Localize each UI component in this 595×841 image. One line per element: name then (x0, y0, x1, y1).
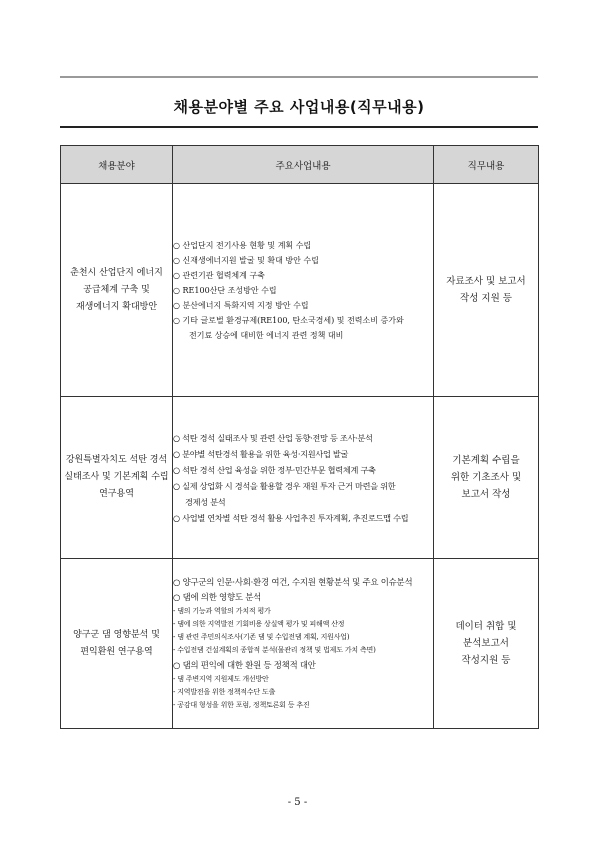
field-line: 실태조사 및 기본계획 수립 (64, 472, 169, 482)
table-row (61, 184, 539, 397)
duty-cell (434, 559, 539, 729)
business-cell (173, 559, 434, 729)
business-item: ○ 석탄 경석 산업 육성을 위한 정부·민간부문 협력체계 구축 (173, 464, 376, 475)
field-line: 강원특별자치도 석탄 경석 (65, 455, 168, 465)
job-content-table (60, 145, 539, 729)
business-item: ○ 관련기관 협력체계 구축 (173, 270, 265, 280)
page-number: - 5 - (287, 797, 308, 808)
field-cell (61, 397, 173, 559)
field-line: 재생에너지 확대방안 (75, 301, 158, 312)
duty-line: 데이터 취합 및 (455, 621, 517, 632)
business-subitem: - 지역발전을 위한 정책적수단 도출 (173, 687, 276, 696)
business-item: ○ 산업단지 전기사용 현황 및 계획 수립 (173, 240, 312, 250)
duty-line: 자료조사 및 보고서 (446, 276, 526, 287)
business-cell (173, 397, 434, 559)
business-item: 전기료 상승에 대비한 에너지 관련 정책 대비 (189, 330, 344, 340)
business-subitem: - 댐의 기능과 역할의 가치적 평가 (173, 606, 271, 615)
business-item: ○ 실제 상업화 시 경석을 활용할 경우 재원 투자 근거 마련을 위한 (173, 480, 396, 491)
business-item: ○ 기타 글로벌 환경규제(RE100, 탄소국경세) 및 전력소비 증가와 (173, 315, 404, 325)
field-line: 연구용역 (99, 489, 134, 499)
duty-cell (434, 397, 539, 559)
business-subitem: - 댐 주변지역 지원제도 개선방안 (173, 674, 269, 683)
business-item: ○ 분산에너지 특화지역 지정 방안 수립 (173, 300, 309, 310)
business-subitem: - 수입전댐 건설계획의 종합적 분석(물관리 정책 및 법제도 가치 측면) (173, 646, 376, 655)
duty-line: 기본계획 수립을 (452, 455, 520, 466)
header-business: 주요사업내용 (173, 146, 434, 184)
title-underline (60, 126, 538, 128)
duty-line: 보고서 작성 (461, 489, 511, 500)
table-header-row (61, 146, 539, 184)
duty-cell (434, 184, 539, 397)
business-subitem: - 댐에 의한 지역발전 기회비용 상실액 평가 및 피해액 산정 (173, 619, 345, 628)
page-title: 채용분야별 주요 사업내용(직무내용) (173, 98, 425, 116)
top-rule (60, 76, 538, 78)
business-item: ○ 석탄 경석 실태조사 및 관련 산업 동향·전망 등 조사·분석 (173, 432, 373, 443)
business-subitem: - 공감대 형성을 위한 포럼, 정책토론회 등 추진 (173, 701, 310, 709)
business-item: ○ 사업별 연차별 석탄 경석 활용 사업추진 투자계획, 추진로드맵 수립 (173, 512, 409, 523)
duty-line: 작성지원 등 (461, 655, 511, 666)
duty-line: 작성 지원 등 (460, 293, 512, 304)
field-cell (61, 184, 173, 397)
field-cell (61, 559, 173, 729)
field-line: 편익환원 연구용역 (80, 646, 153, 657)
business-item: ○ 댐의 편익에 대한 환원 등 정책적 대안 (173, 659, 316, 670)
business-item: ○ 신재생에너지원 발굴 및 확대 방안 수립 (173, 255, 319, 265)
business-cell (173, 184, 434, 397)
field-line: 양구군 댐 영향분석 및 (73, 629, 160, 640)
duty-line: 분석보고서 (463, 638, 509, 649)
field-line: 춘천시 산업단지 에너지 (70, 267, 163, 278)
business-item: ○ 양구군의 인문·사회·환경 여건, 수지원 현황분석 및 주요 이슈분석 (173, 576, 413, 587)
business-item: ○ RE100산단 조성방안 수립 (173, 285, 277, 295)
business-item: ○ 댐에 의한 영향도 분석 (173, 591, 261, 602)
business-item: ○ 분야별 석탄경석 활용을 위한 육성·지원사업 발굴 (173, 448, 349, 459)
table-row (61, 559, 539, 729)
field-line: 공급체계 구축 및 (83, 284, 150, 295)
table-row (61, 397, 539, 559)
duty-line: 위한 기초조사 및 (450, 472, 522, 483)
header-field: 채용분야 (61, 146, 173, 184)
business-item: 경제성 분석 (185, 496, 226, 507)
business-subitem: - 댐 관련 주민의식조사(기존 댐 및 수입전댐 계획, 지원사업) (173, 633, 350, 642)
header-duty: 직무내용 (434, 146, 539, 184)
